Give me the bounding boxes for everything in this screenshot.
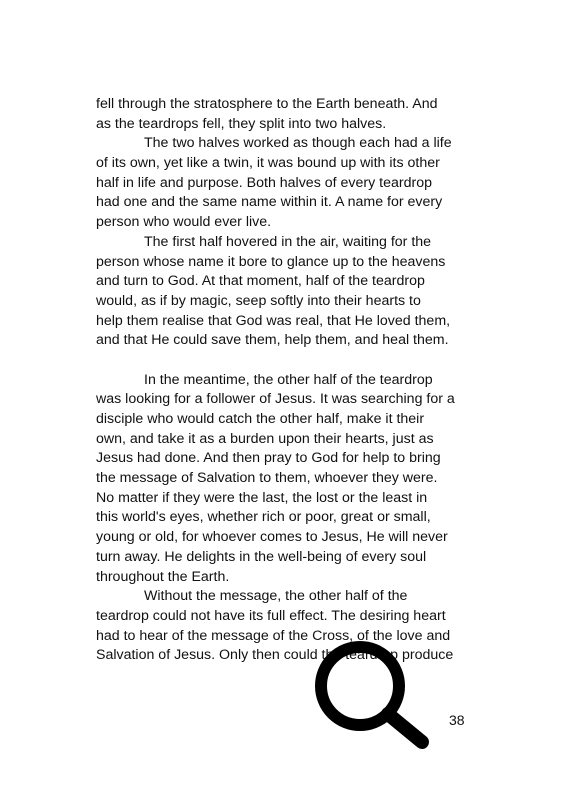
- text-line: and turn to God. At that moment, half of the teardrop: [96, 273, 425, 290]
- text-line: as the teardrops fell, they split into two halves.: [96, 115, 387, 132]
- text-line: was looking for a follower of Jesus. It was searching for a: [96, 391, 455, 408]
- text-line: had one and the same name within it. A name for every: [96, 194, 443, 211]
- text-line: would, as if by magic, seep softly into their hearts to: [96, 292, 421, 309]
- text-line: In the meantime, the other half of the teardrop: [144, 371, 433, 388]
- text-line: turn away. He delights in the well-being of every soul: [96, 548, 427, 565]
- text-line: the message of Salvation to them, whoever they were.: [96, 470, 438, 487]
- text-line: own, and take it as a burden upon their hearts, just as: [96, 430, 434, 447]
- text-line: of its own, yet like a twin, it was bound up with its other: [96, 155, 440, 172]
- text-line: person who would ever live.: [96, 214, 272, 231]
- text-line: The first half hovered in the air, waiting for the: [144, 233, 432, 250]
- text-line: and that He could save them, help them, and heal them.: [96, 332, 449, 349]
- page-body-text: [96, 95, 468, 666]
- text-line: help them realise that God was real, that He loved them,: [96, 312, 451, 329]
- paragraph: [96, 134, 468, 232]
- text-line: Jesus had done. And then pray to God for help to bring: [96, 450, 441, 467]
- text-line: Salvation of Jesus. Only then could the teardrop produce: [96, 647, 454, 664]
- paragraph: [96, 95, 468, 134]
- text-line: this world's eyes, whether rich or poor, great or small,: [96, 509, 431, 526]
- page-number: 38: [449, 712, 465, 728]
- text-line: half in life and purpose. Both halves of every teardrop: [96, 174, 432, 191]
- text-line: No matter if they were the last, the lost or the least in: [96, 489, 428, 506]
- text-line: had to hear of the message of the Cross, of the love and: [96, 627, 451, 644]
- magnifier-icon[interactable]: [308, 634, 436, 752]
- text-line: person whose name it bore to glance up to the heavens: [96, 253, 446, 270]
- text-line: Without the message, the other half of the: [144, 588, 408, 605]
- paragraph: [96, 371, 468, 588]
- text-line: disciple who would catch the other half, make it their: [96, 411, 425, 427]
- text-line: throughout the Earth.: [96, 568, 230, 585]
- text-line: The two halves worked as though each had a life: [144, 135, 452, 152]
- text-line: teardrop could not have its full effect. The desiring heart: [96, 607, 446, 624]
- text-line: fell through the stratosphere to the Earth beneath. And: [96, 96, 438, 112]
- text-line: young or old, for whoever comes to Jesus, He will never: [96, 529, 448, 546]
- paragraph-spacer: [96, 351, 468, 371]
- paragraph: [96, 233, 468, 351]
